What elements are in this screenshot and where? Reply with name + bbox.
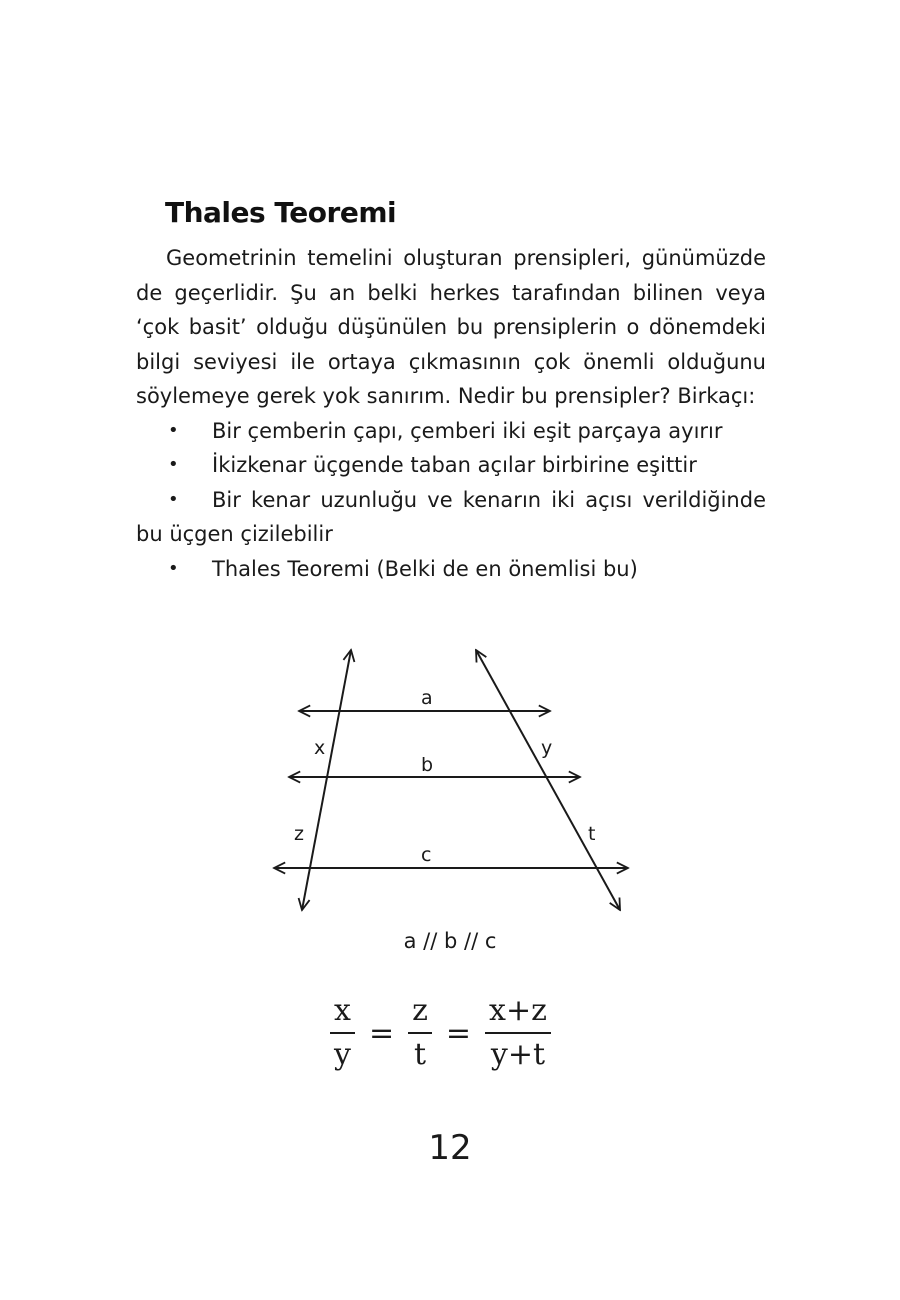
bullet-dot: •	[168, 488, 179, 510]
label-c: c	[421, 844, 432, 866]
transversal-right	[476, 650, 620, 910]
parallel-statement: a // b // c	[403, 929, 497, 953]
thales-formula	[330, 988, 551, 1078]
label-x: x	[314, 737, 326, 759]
numerator: x+z	[485, 994, 551, 1034]
list-item-text: İkizkenar üçgende taban açılar birbirine eşittir	[212, 453, 697, 477]
page-number: 12	[428, 1128, 472, 1168]
label-b: b	[421, 754, 434, 776]
label-z: z	[294, 823, 304, 845]
section-title: Thales Teoremi	[165, 196, 397, 229]
fraction-sum	[485, 994, 551, 1072]
transversal-left	[302, 650, 351, 910]
list-item-text: Thales Teoremi (Belki de en önemlisi bu)	[212, 556, 638, 581]
numerator: x	[330, 994, 355, 1034]
bullet-dot: •	[168, 454, 179, 475]
list-item-text: Bir çemberin çapı, çemberi iki eşit parçaya ayırır	[212, 418, 723, 443]
numerator: z	[408, 994, 432, 1034]
intro-paragraph: Geometrinin temelini oluşturan prensipleri, günümüzde de geçerlidir. Şu an belki herkes tarafından bilinen veya ‘çok basit’ olduğu düşünülen bu prensiplerin o dönemdeki bilgi seviyesi ile ortaya çıkmasının çok önemli olduğunu söylemeye gerek yok sanırım. Nedir bu prensipler? Birkaçı:	[136, 246, 766, 408]
label-t: t	[588, 823, 596, 845]
label-a: a	[421, 687, 433, 709]
fraction-z-over-t	[408, 994, 432, 1072]
list-item-text: Bir kenar uzunluğu ve kenarın iki açısı verildiğinde bu üçgen çizilebilir	[136, 487, 766, 546]
denominator: y+t	[490, 1037, 546, 1072]
equals-sign: =	[368, 1015, 395, 1051]
bullet-dot: •	[168, 419, 179, 441]
denominator: y	[334, 1037, 351, 1072]
bullet-dot: •	[168, 557, 179, 579]
label-y: y	[541, 737, 553, 759]
equals-sign: =	[445, 1015, 472, 1051]
denominator: t	[413, 1037, 427, 1072]
fraction-x-over-y	[330, 994, 355, 1072]
